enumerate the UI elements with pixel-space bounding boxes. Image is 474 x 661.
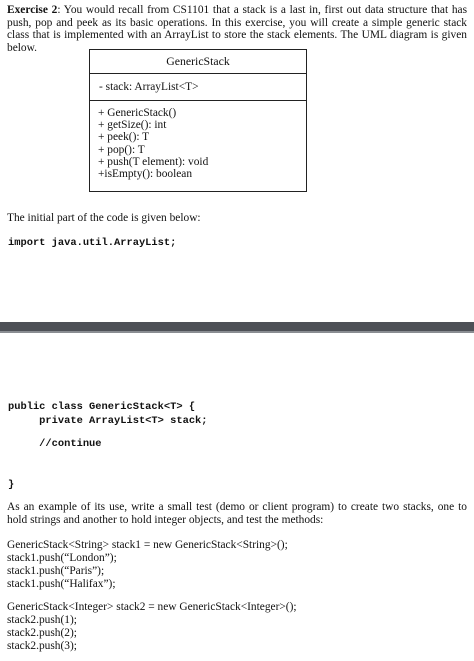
uml-class-name: GenericStack xyxy=(90,50,306,74)
code-class-line: public class GenericStack<T> { xyxy=(8,401,196,413)
sample-code-line: stack1.push(“London”); xyxy=(7,552,117,564)
uml-method: + push(T element): void xyxy=(98,155,209,168)
page-divider-highlight xyxy=(0,331,474,333)
uml-method: + getSize(): int xyxy=(98,119,167,132)
uml-method: + peek(): T xyxy=(98,131,150,144)
exercise-intro xyxy=(7,4,467,54)
uml-method: + GenericStack() xyxy=(98,107,177,119)
sample-code-line: stack2.push(3); xyxy=(7,640,77,652)
uml-class-diagram xyxy=(89,49,307,192)
code-closing-brace: } xyxy=(8,479,15,491)
page-divider xyxy=(0,322,474,331)
test-instructions: As an example of its use, write a small test (demo or client program) to create two stacks, one to hold strings and another to hold integer objects, and test the methods: xyxy=(7,501,467,526)
code-comment-line: //continue xyxy=(8,438,102,450)
exercise-intro-text: : You would recall from CS1101 that a stack is a last in, first out data structure that has push, pop and peek as its basic operations. In this exercise, you will create a simple generic stack class that is implemented with an ArrayList to store the stack elements. The UML diagram is given below. xyxy=(7,4,468,54)
uml-method: +isEmpty(): boolean xyxy=(98,168,193,181)
sample-code-line: GenericStack<String> stack1 = new GenericStack<String>(); xyxy=(7,539,288,551)
uml-method: + pop(): T xyxy=(98,143,145,156)
sample-code-line: stack2.push(1); xyxy=(7,614,77,626)
code-intro-text: The initial part of the code is given below: xyxy=(7,212,201,224)
code-field-line: private ArrayList<T> stack; xyxy=(8,415,208,427)
uml-attribute: - stack: ArrayList<T> xyxy=(90,74,306,101)
sample-code-line: stack2.push(2); xyxy=(7,627,77,639)
sample-code-line: GenericStack<Integer> stack2 = new GenericStack<Integer>(); xyxy=(7,601,297,613)
sample-code-line: stack1.push(“Halifax”); xyxy=(7,578,116,590)
uml-methods xyxy=(98,107,208,180)
exercise-label: Exercise 2 xyxy=(7,4,58,16)
sample-code-line: stack1.push(“Paris”); xyxy=(7,565,105,577)
code-import-line: import java.util.ArrayList; xyxy=(8,237,177,249)
